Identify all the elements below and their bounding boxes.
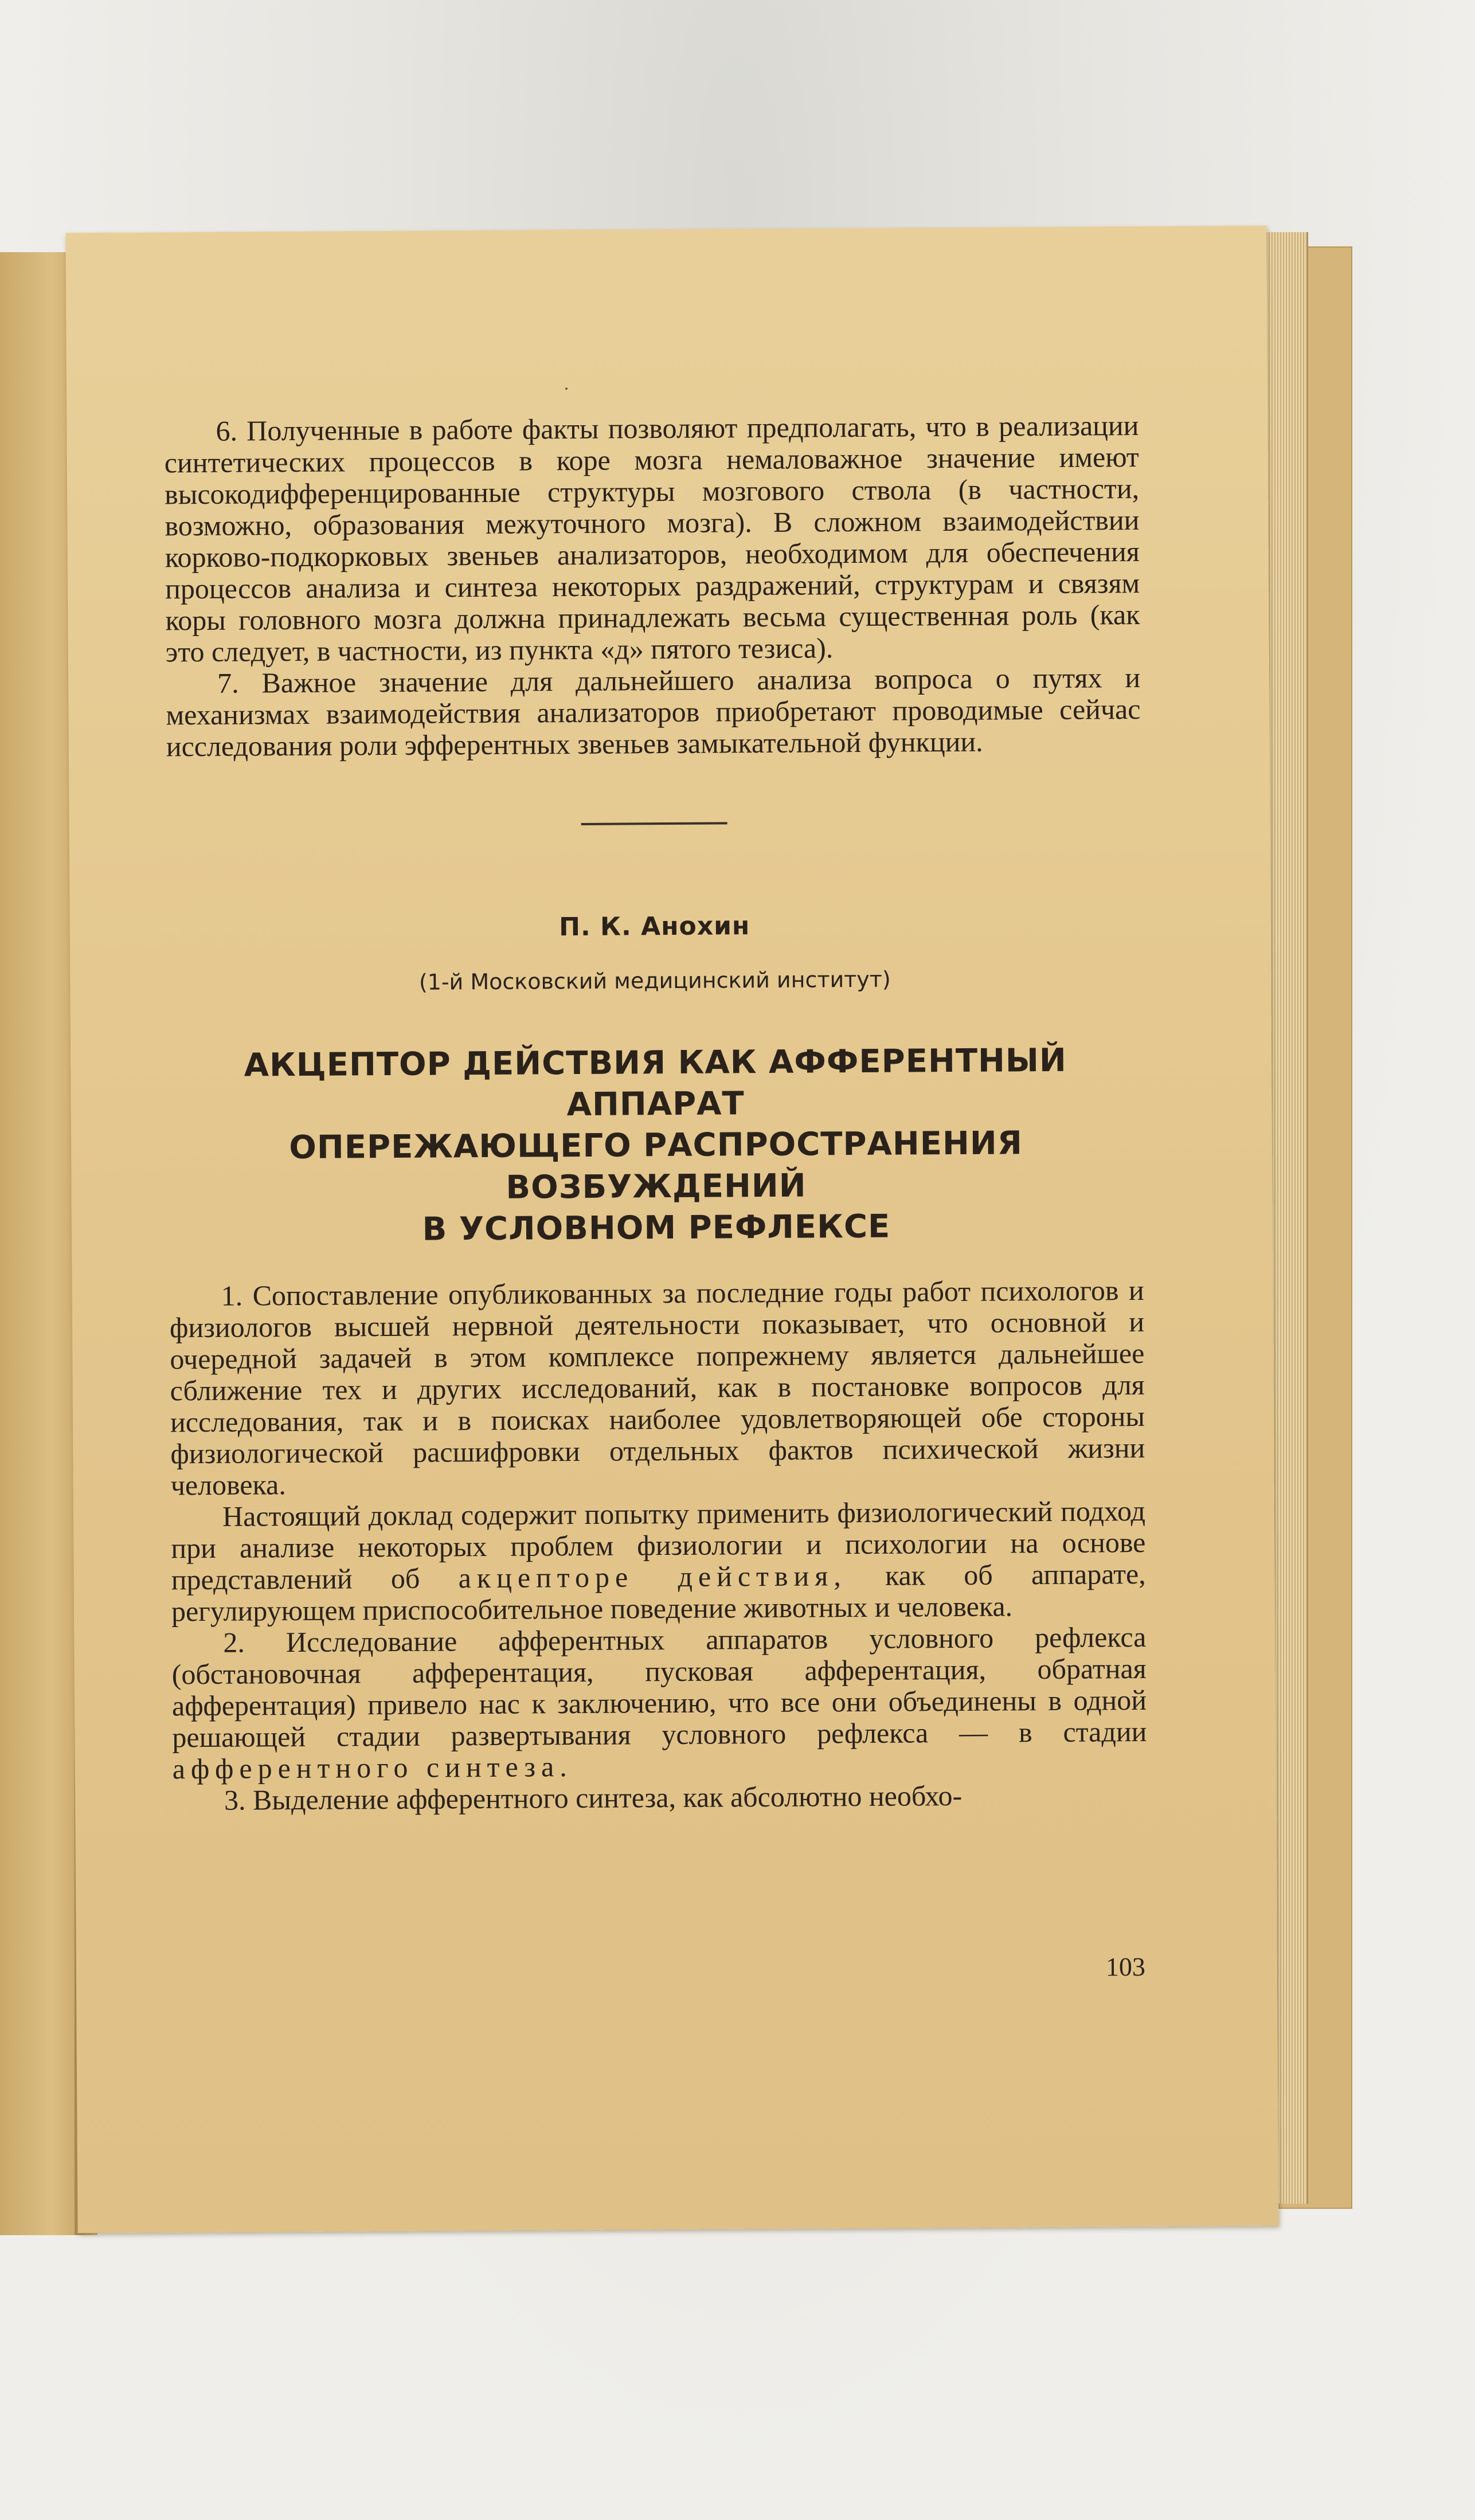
paragraph-text: Настоящий доклад содержит попытку применить физиологический подход при анализе некоторых проблем физиологии и психологии на основе представлений об	[171, 1494, 1146, 1596]
article-paragraph-2	[171, 1495, 1146, 1627]
page-content	[164, 410, 1147, 1816]
spaced-term: акцепторе действия,	[458, 1559, 847, 1594]
article-paragraph-3	[171, 1621, 1147, 1785]
article-paragraph-1: 1. Сопоставление опубликованных за последние годы работ психологов и физиологов высшей нервной деятельности показывает, что основной и очередной задачей в этом комплексе попрежнему является дальнейшее сближение тех и других исследований, как в постановке вопросов для исследования, так и в поисках наиболее удовлетворяющей обе стороны физиологической расшифровки отдельных фактов психической жизни человека.	[169, 1273, 1145, 1502]
title-line: АКЦЕПТОР ДЕЙСТВИЯ КАК АФФЕРЕНТНЫЙ АППАРАТ	[244, 1041, 1067, 1124]
article-paragraph-4: 3. Выделение афферентного синтеза, как абсолютно необхо-	[224, 1779, 963, 1816]
page-number: 103	[1105, 1951, 1146, 1982]
paragraph-7: 7. Важное значение для дальнейшего анализа вопроса о путях и механизмах взаимодействия анализаторов приобретают проводимые сейчас исследования роли эфферентных звеньев замыкательной функции.	[166, 661, 1141, 763]
author-name: П. К. Анохин	[559, 911, 750, 942]
title-line: В УСЛОВНОМ РЕФЛЕКСЕ	[422, 1208, 891, 1248]
author-affiliation: (1-й Московский медицинский институт)	[418, 966, 891, 995]
title-line: ОПЕРЕЖАЮЩЕГО РАСПРОСТРАНЕНИЯ ВОЗБУЖДЕНИЙ	[289, 1124, 1023, 1206]
section-divider	[581, 822, 727, 825]
book-page	[65, 226, 1278, 2233]
paper-speck	[565, 387, 568, 390]
spaced-term: афферентного синтеза.	[172, 1750, 573, 1785]
paragraph-text: как об аппарате, регулирующем приспособительное поведение животных и человека.	[171, 1557, 1146, 1628]
paragraph-text: 2. Исследование афферентных аппаратов условного рефлекса (обстановочная афферентация, пусковая афферентация, обратная афферентация) привело нас к заключению, что все они объединены в одной решающей стадии развертывания условного рефлекса — в стадии	[171, 1620, 1147, 1754]
paragraph-6: 6. Полученные в работе факты позволяют предполагать, что в реализации синтетических процессов в коре мозга немаловажное значение имеют высокодифференцированные структуры мозгового ствола (в частности, возможно, образования межуточного мозга). В сложном взаимодействии корково-подкорковых звеньев анализаторов, необходимом для обеспечения процессов анализа и синтеза некоторых раздражений, структурам и связям коры головного мозга должна принадлежать весьма существенная роль (как это следует, в частности, из пункта «д» пятого тезиса).	[164, 409, 1140, 668]
article-title	[168, 1040, 1144, 1252]
